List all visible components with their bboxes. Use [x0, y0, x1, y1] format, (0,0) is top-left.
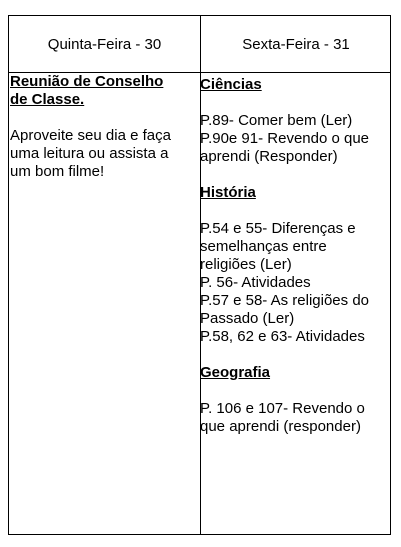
subject-historia	[200, 184, 374, 346]
subject-line: P.58, 62 e 63- Atividades	[200, 328, 365, 345]
subject-line: P.89- Comer bem (Ler)	[200, 112, 353, 129]
friday-cell	[200, 76, 374, 454]
subject-geografia	[200, 364, 374, 436]
subject-line: P. 56- Atividades	[200, 274, 311, 291]
header-friday: Sexta-Feira - 31	[242, 35, 350, 53]
subject-line: P.54 e 55- Diferenças e semelhanças entre religiões (Ler)	[200, 220, 356, 273]
subject-heading: Geografia	[200, 364, 271, 381]
header-thursday: Quinta-Feira - 30	[47, 35, 162, 53]
subject-line: P. 106 e 107- Revendo o que aprendi (responder)	[200, 400, 365, 435]
subject-heading: História	[200, 184, 256, 201]
subject-line: P.90e 91- Revendo o que aprendi (Responder)	[200, 130, 370, 165]
subject-heading: Ciências	[200, 76, 262, 93]
thursday-note: Aproveite seu dia e faça uma leitura ou assista a um bom filme!	[10, 127, 171, 180]
subject-ciencias	[200, 76, 374, 166]
subject-line: P.57 e 58- As religiões do Passado (Ler)	[200, 292, 370, 327]
thursday-title: Reunião de Conselho de Classe.	[10, 73, 164, 108]
thursday-cell	[10, 73, 182, 181]
